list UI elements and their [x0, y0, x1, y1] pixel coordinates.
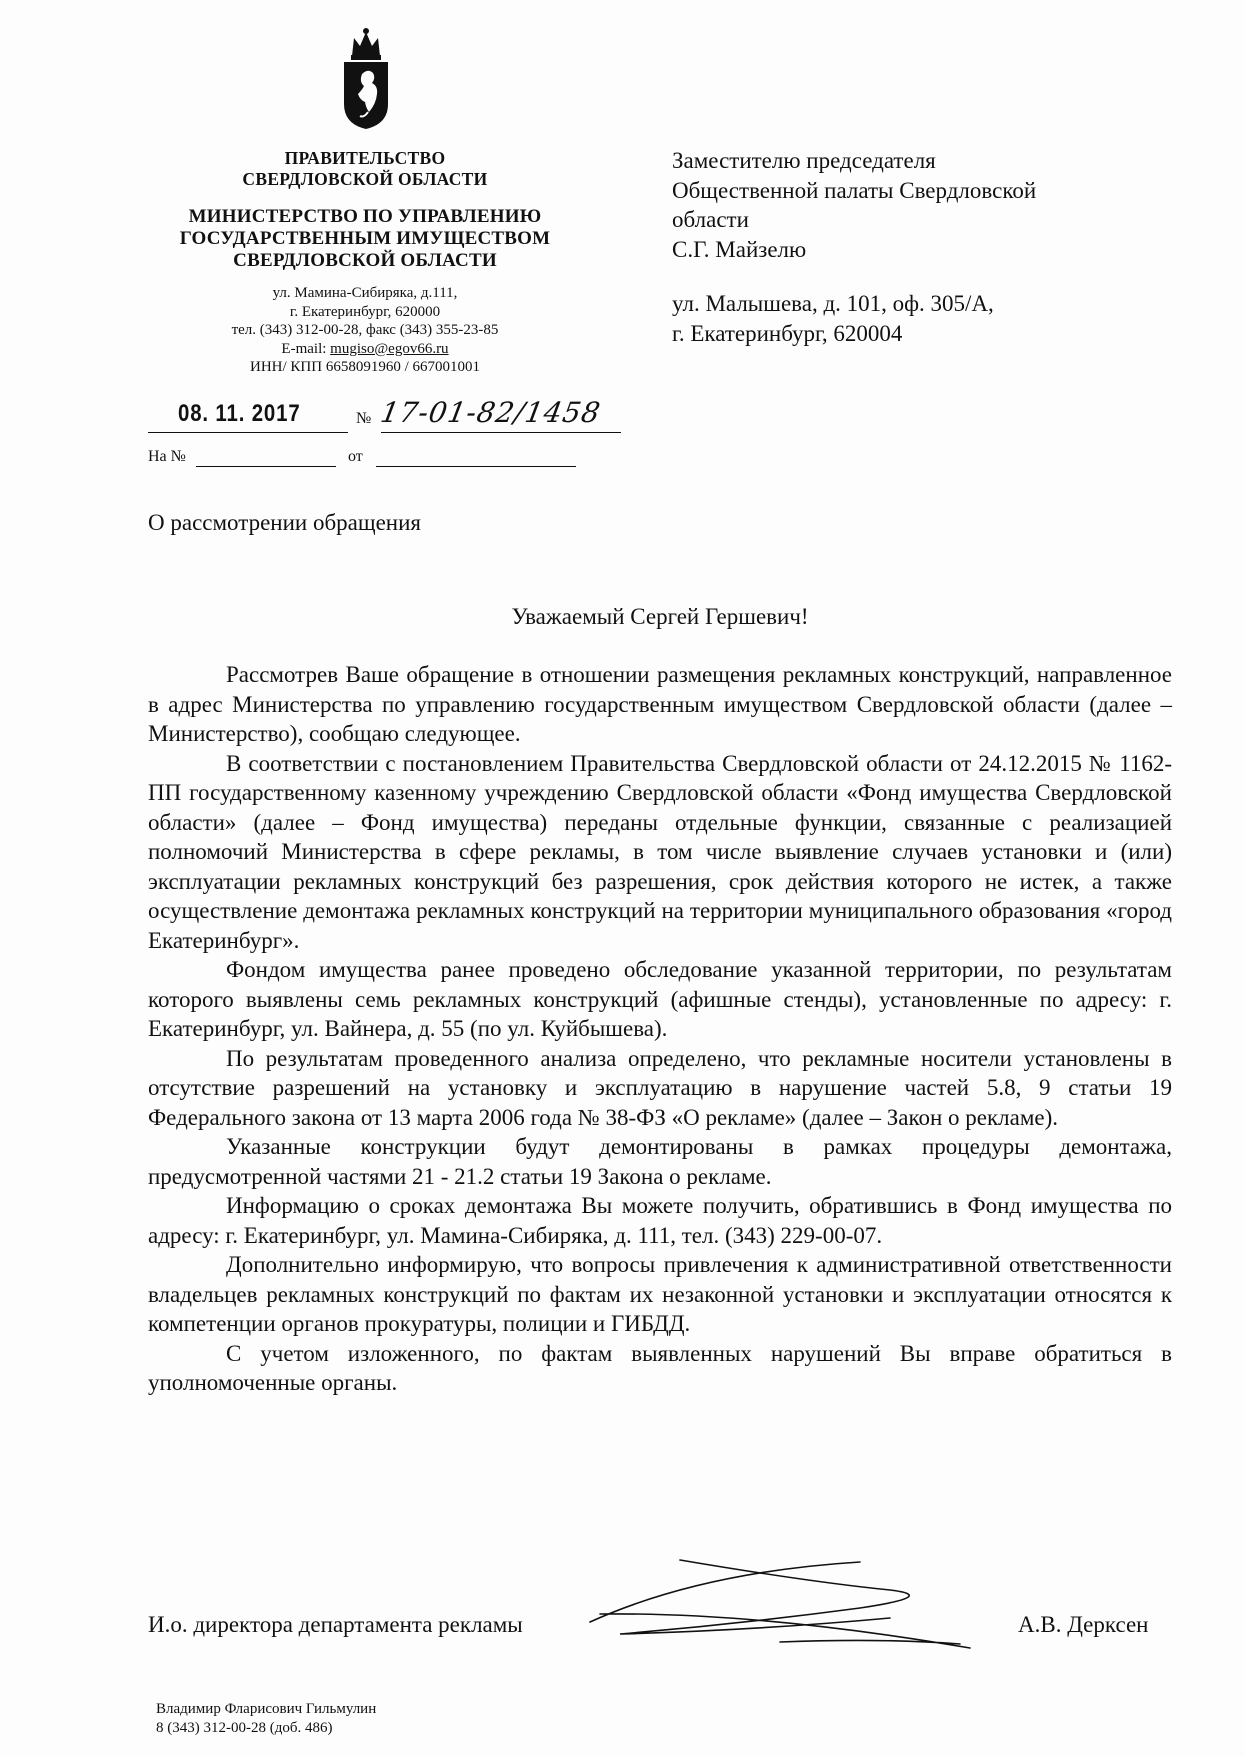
body-paragraph: С учетом изложенного, по фактам выявленных нарушений Вы вправе обратиться в уполномоченные органы.: [148, 1340, 1172, 1395]
executor-name: Владимир Фларисович Гильмулин: [156, 1701, 377, 1717]
ministry-address-street: ул. Мамина-Сибиряка, д.111,: [272, 285, 458, 301]
ministry-phone: тел. (343) 312-00-28, факс (343) 355-23-85: [231, 322, 499, 338]
body-paragraph: В соответствии с постановлением Правительства Свердловской области от 24.12.2015 № 1162-ПП государственному казенному учреждению Свердловской области «Фонд имущества Свердловской области» (далее – Фонд имущества) переданы отдельные функции, связанные с реализацией полномочий Министерства в сфере рекламы, в том числе выявление случаев установки и (или) эксплуатации рекламных конструкций без разрешения, срок действия которого не истек, а также осуществление демонтажа рекламных конструкций на территории муниципального образования «город Екатеринбург».: [148, 750, 1172, 953]
reference-line: [148, 448, 588, 474]
ministry-email-line: E-mail: mugiso@egov66.ru: [281, 340, 449, 357]
salutation: Уважаемый Сергей Гершевич!: [511, 604, 809, 629]
registration-line: [148, 396, 628, 436]
signatory-title: И.о. директора департамента рекламы: [148, 1612, 523, 1637]
ministry-contacts: [135, 284, 595, 377]
reference-number-blank: [196, 466, 336, 467]
sverdlovsk-coat-of-arms-icon: [340, 26, 392, 130]
letter-subject: О рассмотрении обращения: [148, 510, 421, 535]
ministry-letterhead: [135, 148, 595, 377]
executor-info: [156, 1700, 376, 1738]
government-title: ПРАВИТЕЛЬСТВО СВЕРДЛОВСКОЙ ОБЛАСТИ: [242, 148, 488, 189]
body-paragraph: Фондом имущества ранее проведено обследование указанной территории, по результатам которого выявлены семь рекламных конструкций (афишные стенды), установленные по адресу: г. Екатеринбург, ул. Вайнера, д. 55 (по ул. Куйбышева).: [148, 957, 1172, 1041]
body-paragraph: По результатам проведенного анализа определено, что рекламные носители установлены в отсутствие разрешений на установку и эксплуатацию в нарушение частей 5.8, 9 статьи 19 Федерального закона от 13 марта 2006 года № 38-ФЗ «О рекламе» (далее – Закон о рекламе).: [148, 1045, 1172, 1130]
ministry-title: МИНИСТЕРСТВО ПО УПРАВЛЕНИЮ ГОСУДАРСТВЕННЫМ ИМУЩЕСТВОМ СВЕРДЛОВСКОЙ ОБЛАСТИ: [179, 206, 551, 271]
handwritten-signature: [560, 1552, 980, 1662]
addressee-block: Заместителю председателя Общественной палаты Свердловской области С.Г. Майзелю ул. Малышева, д. 101, оф. 305/А, г. Екатеринбург, 620004: [672, 146, 1172, 348]
registration-date-stamp: 08. 11. 2017: [178, 400, 301, 427]
executor-phone: 8 (343) 312-00-28 (доб. 486): [156, 1720, 333, 1736]
reference-number-label: На №: [148, 448, 186, 465]
body-paragraph: Рассмотрев Ваше обращение в отношении размещения рекламных конструкций, направленное в адрес Министерства по управлению государственным имуществом Свердловской области (далее – Министерство), сообщаю следующее.: [148, 662, 1172, 746]
body-paragraph: Информацию о сроках демонтажа Вы можете получить, обратившись в Фонд имущества по адресу: г. Екатеринбург, ул. Мамина-Сибиряка, д. 111, тел. (343) 229-00-07.: [148, 1193, 1172, 1248]
letter-body: [148, 660, 1172, 1398]
signatory-name: А.В. Дерксен: [1018, 1612, 1149, 1637]
body-paragraph: Указанные конструкции будут демонтированы в рамках процедуры демонтажа, предусмотренной частями 21 - 21.2 статьи 19 Закона о рекламе.: [148, 1134, 1172, 1189]
body-paragraph: Дополнительно информирую, что вопросы привлечения к административной ответственности владельцев рекламных конструкций по фактам их незаконной установки и эксплуатации относятся к компетенции органов прокуратуры, полиции и ГИБДД.: [148, 1252, 1172, 1336]
reference-date-blank: [376, 466, 576, 467]
ministry-address-city: г. Екатеринбург, 620000: [289, 303, 441, 320]
addressee-address: ул. Малышева, д. 101, оф. 305/А, г. Екатеринбург, 620004: [672, 291, 994, 346]
addressee-name: С.Г. Майзелю: [672, 236, 807, 262]
ministry-inn: ИНН/ КПП 6658091960 / 667001001: [249, 359, 480, 375]
reference-date-label: от: [348, 448, 363, 465]
ministry-email-link[interactable]: mugiso@egov66.ru: [330, 340, 449, 357]
registration-number-label: №: [356, 410, 372, 427]
registration-number-handwritten: 17-01-82/1458: [378, 396, 604, 429]
